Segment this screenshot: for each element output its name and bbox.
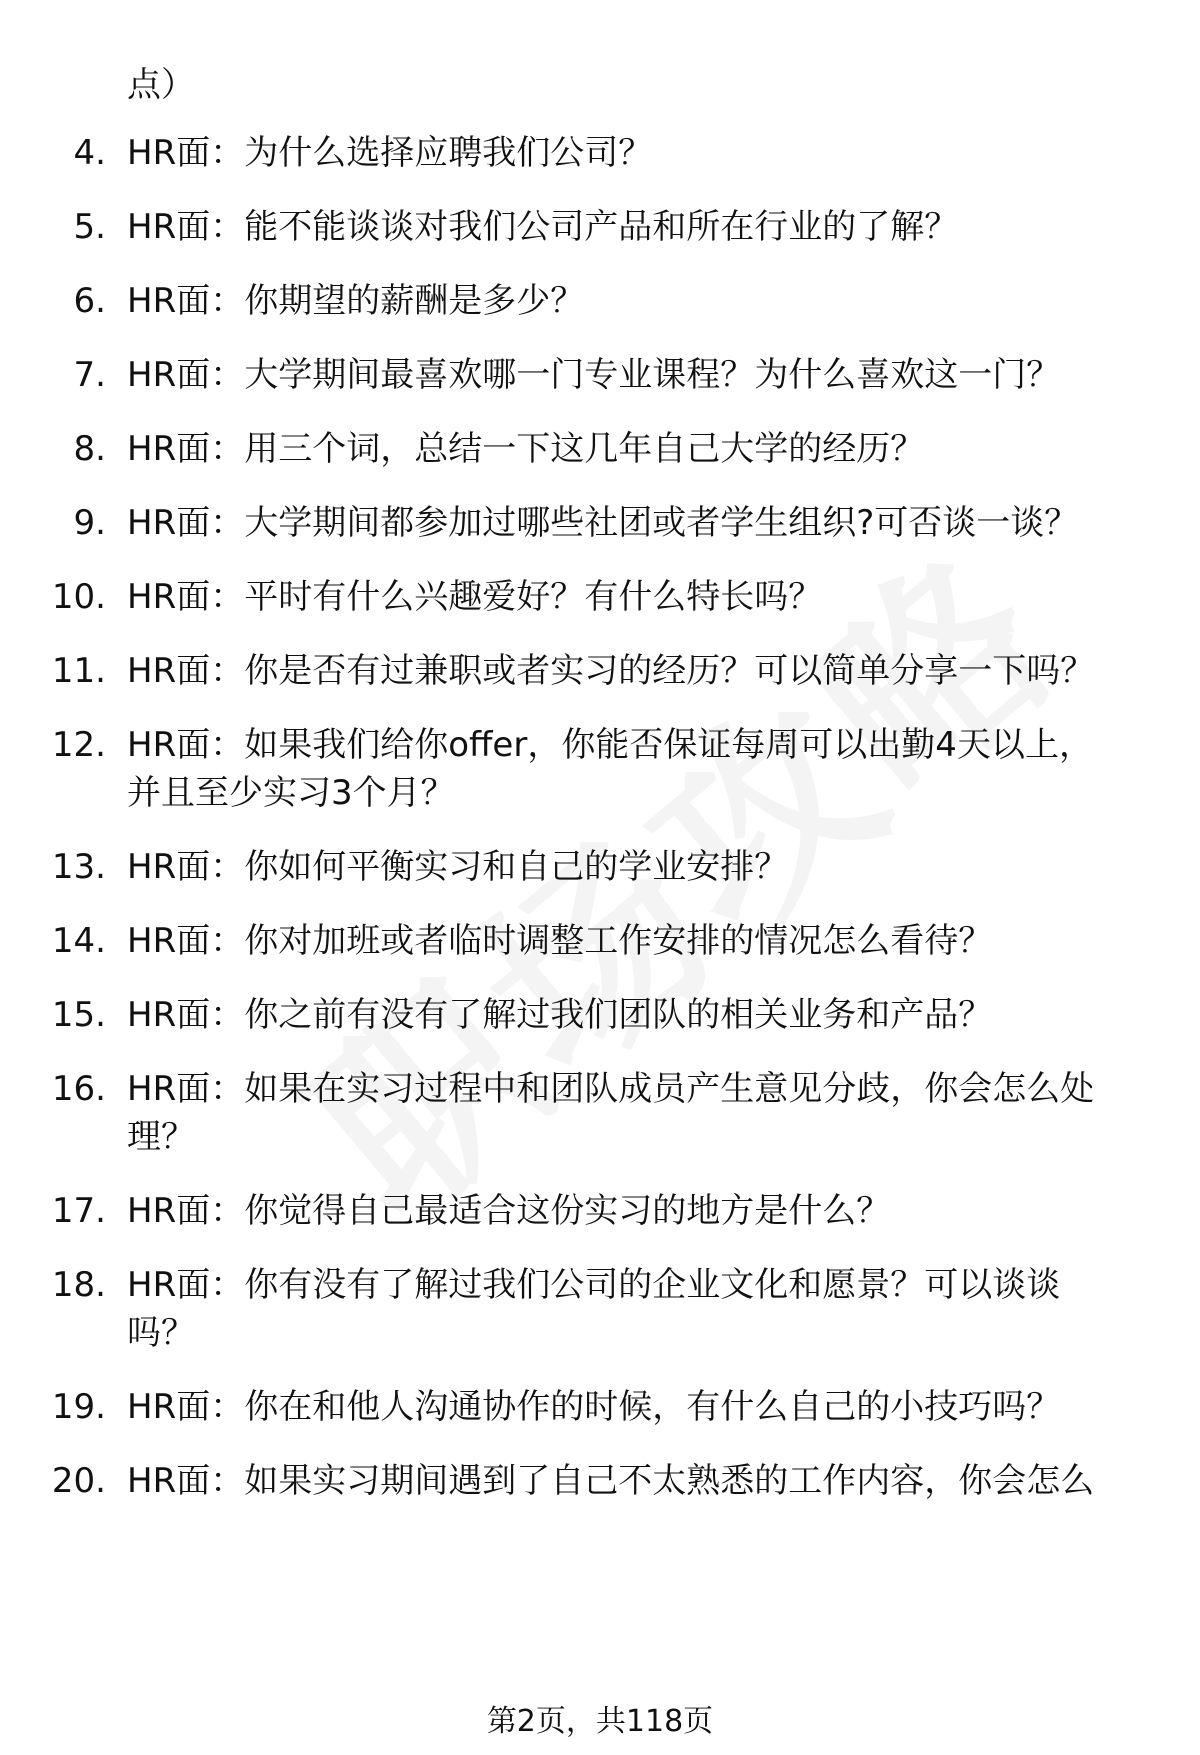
item-text: HR面：你对加班或者临时调整工作安排的情况怎么看待？: [127, 921, 993, 961]
item-text: HR面：你觉得自己最适合这份实习的地方是什么？: [127, 1191, 891, 1231]
item-text: HR面：你是否有过兼职或者实习的经历？可以简单分享一下吗？: [127, 651, 1095, 691]
page-footer: 第2页，共118页: [486, 1704, 714, 1739]
item-number: 8.: [73, 429, 106, 469]
item-number: 18.: [51, 1265, 106, 1305]
item-text: HR面：能不能谈谈对我们公司产品和所在行业的了解？: [127, 207, 959, 247]
item-number: 7.: [73, 355, 106, 395]
item-number: 15.: [51, 995, 106, 1035]
continuation-text: 点）: [127, 65, 195, 105]
item-number: 16.: [51, 1069, 106, 1109]
item-number: 9.: [73, 503, 106, 543]
item-text-continuation: 吗？: [127, 1313, 195, 1353]
item-number: 19.: [51, 1387, 106, 1427]
item-number: 4.: [73, 133, 106, 173]
item-number: 20.: [51, 1461, 106, 1501]
item-text: HR面：大学期间最喜欢哪一门专业课程？为什么喜欢这一门？: [127, 355, 1061, 395]
item-text-continuation: 并且至少实习3个月？: [127, 773, 455, 813]
item-text: HR面：你有没有了解过我们公司的企业文化和愿景？可以谈谈: [127, 1265, 1061, 1305]
item-number: 11.: [51, 651, 106, 691]
item-number: 17.: [51, 1191, 106, 1231]
item-text: HR面：你期望的薪酬是多少？: [127, 281, 585, 321]
item-text: HR面：你在和他人沟通协作的时候，有什么自己的小技巧吗？: [127, 1387, 1061, 1427]
item-number: 14.: [51, 921, 106, 961]
item-text: HR面：为什么选择应聘我们公司？: [127, 133, 653, 173]
item-number: 6.: [73, 281, 106, 321]
item-text: HR面：用三个词，总结一下这几年自己大学的经历？: [127, 429, 925, 469]
item-text: HR面：大学期间都参加过哪些社团或者学生组织?可否谈一谈？: [127, 503, 1079, 543]
item-text: HR面：如果在实习过程中和团队成员产生意见分歧，你会怎么处: [127, 1069, 1095, 1109]
item-text: HR面：如果实习期间遇到了自己不太熟悉的工作内容，你会怎么: [127, 1461, 1095, 1501]
item-text: HR面：平时有什么兴趣爱好？有什么特长吗？: [127, 577, 823, 617]
item-text: HR面：你之前有没有了解过我们团队的相关业务和产品？: [127, 995, 993, 1035]
item-number: 13.: [51, 847, 106, 887]
item-text: HR面：如果我们给你offer，你能否保证每周可以出勤4天以上，: [127, 725, 1093, 765]
item-text-continuation: 理？: [127, 1117, 195, 1157]
item-number: 10.: [51, 577, 106, 617]
item-number: 12.: [51, 725, 106, 765]
item-number: 5.: [73, 207, 106, 247]
item-text: HR面：你如何平衡实习和自己的学业安排？: [127, 847, 789, 887]
